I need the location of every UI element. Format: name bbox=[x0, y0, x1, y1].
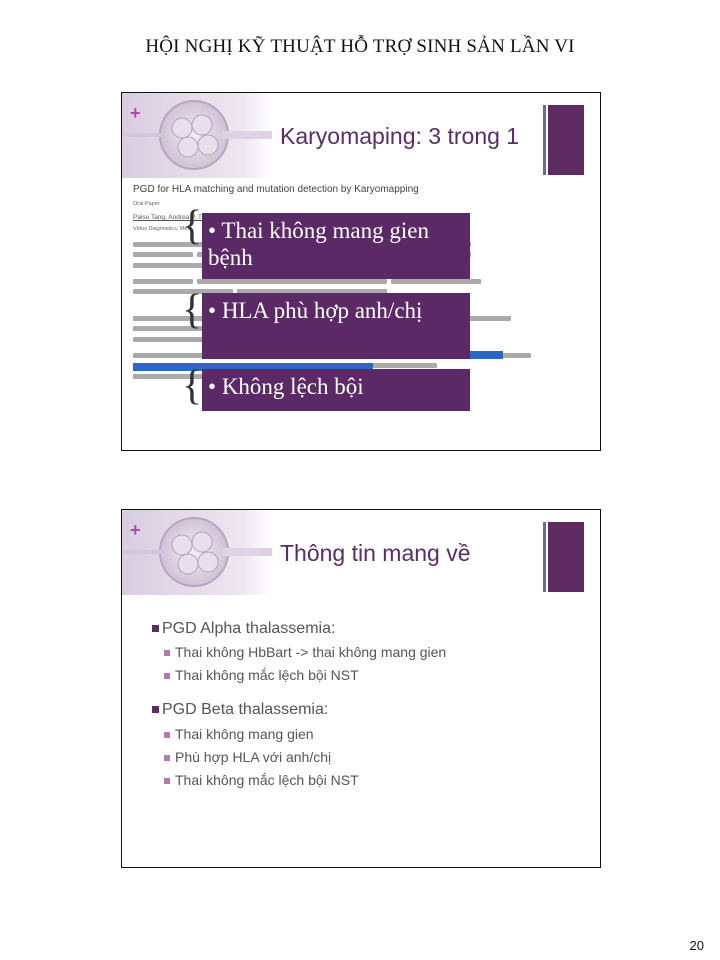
accent-stripe bbox=[543, 105, 546, 175]
bullet-item-text: Thai không mắc lệch bội NST bbox=[175, 667, 359, 683]
callout-text: Không lệch bội bbox=[221, 374, 364, 399]
accent-stripe bbox=[543, 522, 546, 592]
bullet-heading bbox=[152, 701, 328, 719]
bullet-item bbox=[164, 726, 314, 742]
paper-affiliation: Virtus Diagnostics, Melb bbox=[133, 225, 192, 232]
page-header: HỘI NGHỊ KỸ THUẬT HỖ TRỢ SINH SẢN LẦN VI bbox=[145, 36, 575, 57]
bullet-item bbox=[164, 749, 331, 765]
brace-icon: { bbox=[182, 363, 203, 409]
slide-title: Thông tin mang về bbox=[280, 540, 471, 566]
paper-tag: Oral Paper bbox=[133, 200, 160, 207]
bullet-heading-text: PGD Beta thalassemia: bbox=[162, 701, 329, 718]
plus-icon: + bbox=[130, 103, 141, 123]
accent-box bbox=[548, 522, 584, 592]
slide-karyomapping bbox=[121, 92, 601, 451]
page-number: 20 bbox=[689, 938, 704, 953]
embryo-image bbox=[122, 510, 272, 595]
brace-icon: { bbox=[182, 287, 203, 333]
bullet-heading-text: PGD Alpha thalassemia: bbox=[162, 620, 336, 637]
slide-information bbox=[121, 509, 601, 868]
slide-title: Karyomaping: 3 trong 1 bbox=[280, 123, 520, 149]
bullet-item bbox=[164, 644, 446, 660]
paper-authors: Paisu Tang, Andrea P. T bbox=[133, 214, 203, 221]
bullet-item-text: Thai không mắc lệch bội NST bbox=[175, 772, 359, 788]
bullet-item bbox=[164, 667, 359, 683]
plus-icon: + bbox=[130, 520, 141, 540]
embryo-image bbox=[122, 93, 272, 178]
brace-icon: { bbox=[182, 203, 203, 249]
callout-box: • Không lệch bội bbox=[202, 369, 470, 411]
bullet-item-text: Phù hợp HLA với anh/chị bbox=[175, 749, 332, 765]
paper-title: PGD for HLA matching and mutation detection by Karyomapping bbox=[133, 184, 419, 195]
callout-text: HLA phù hợp anh/chị bbox=[221, 298, 423, 323]
bullet-heading bbox=[152, 620, 335, 638]
accent-box bbox=[548, 105, 584, 175]
callout-box: • HLA phù hợp anh/chị bbox=[202, 293, 470, 359]
callout-text: Thai không mang gien bệnh bbox=[208, 218, 429, 270]
bullet-item bbox=[164, 772, 359, 788]
bullet-item-text: Thai không HbBart -> thai không mang gien bbox=[175, 644, 447, 660]
callout-box: • Thai không mang gien bệnh bbox=[202, 213, 470, 279]
bullet-item-text: Thai không mang gien bbox=[175, 726, 314, 742]
